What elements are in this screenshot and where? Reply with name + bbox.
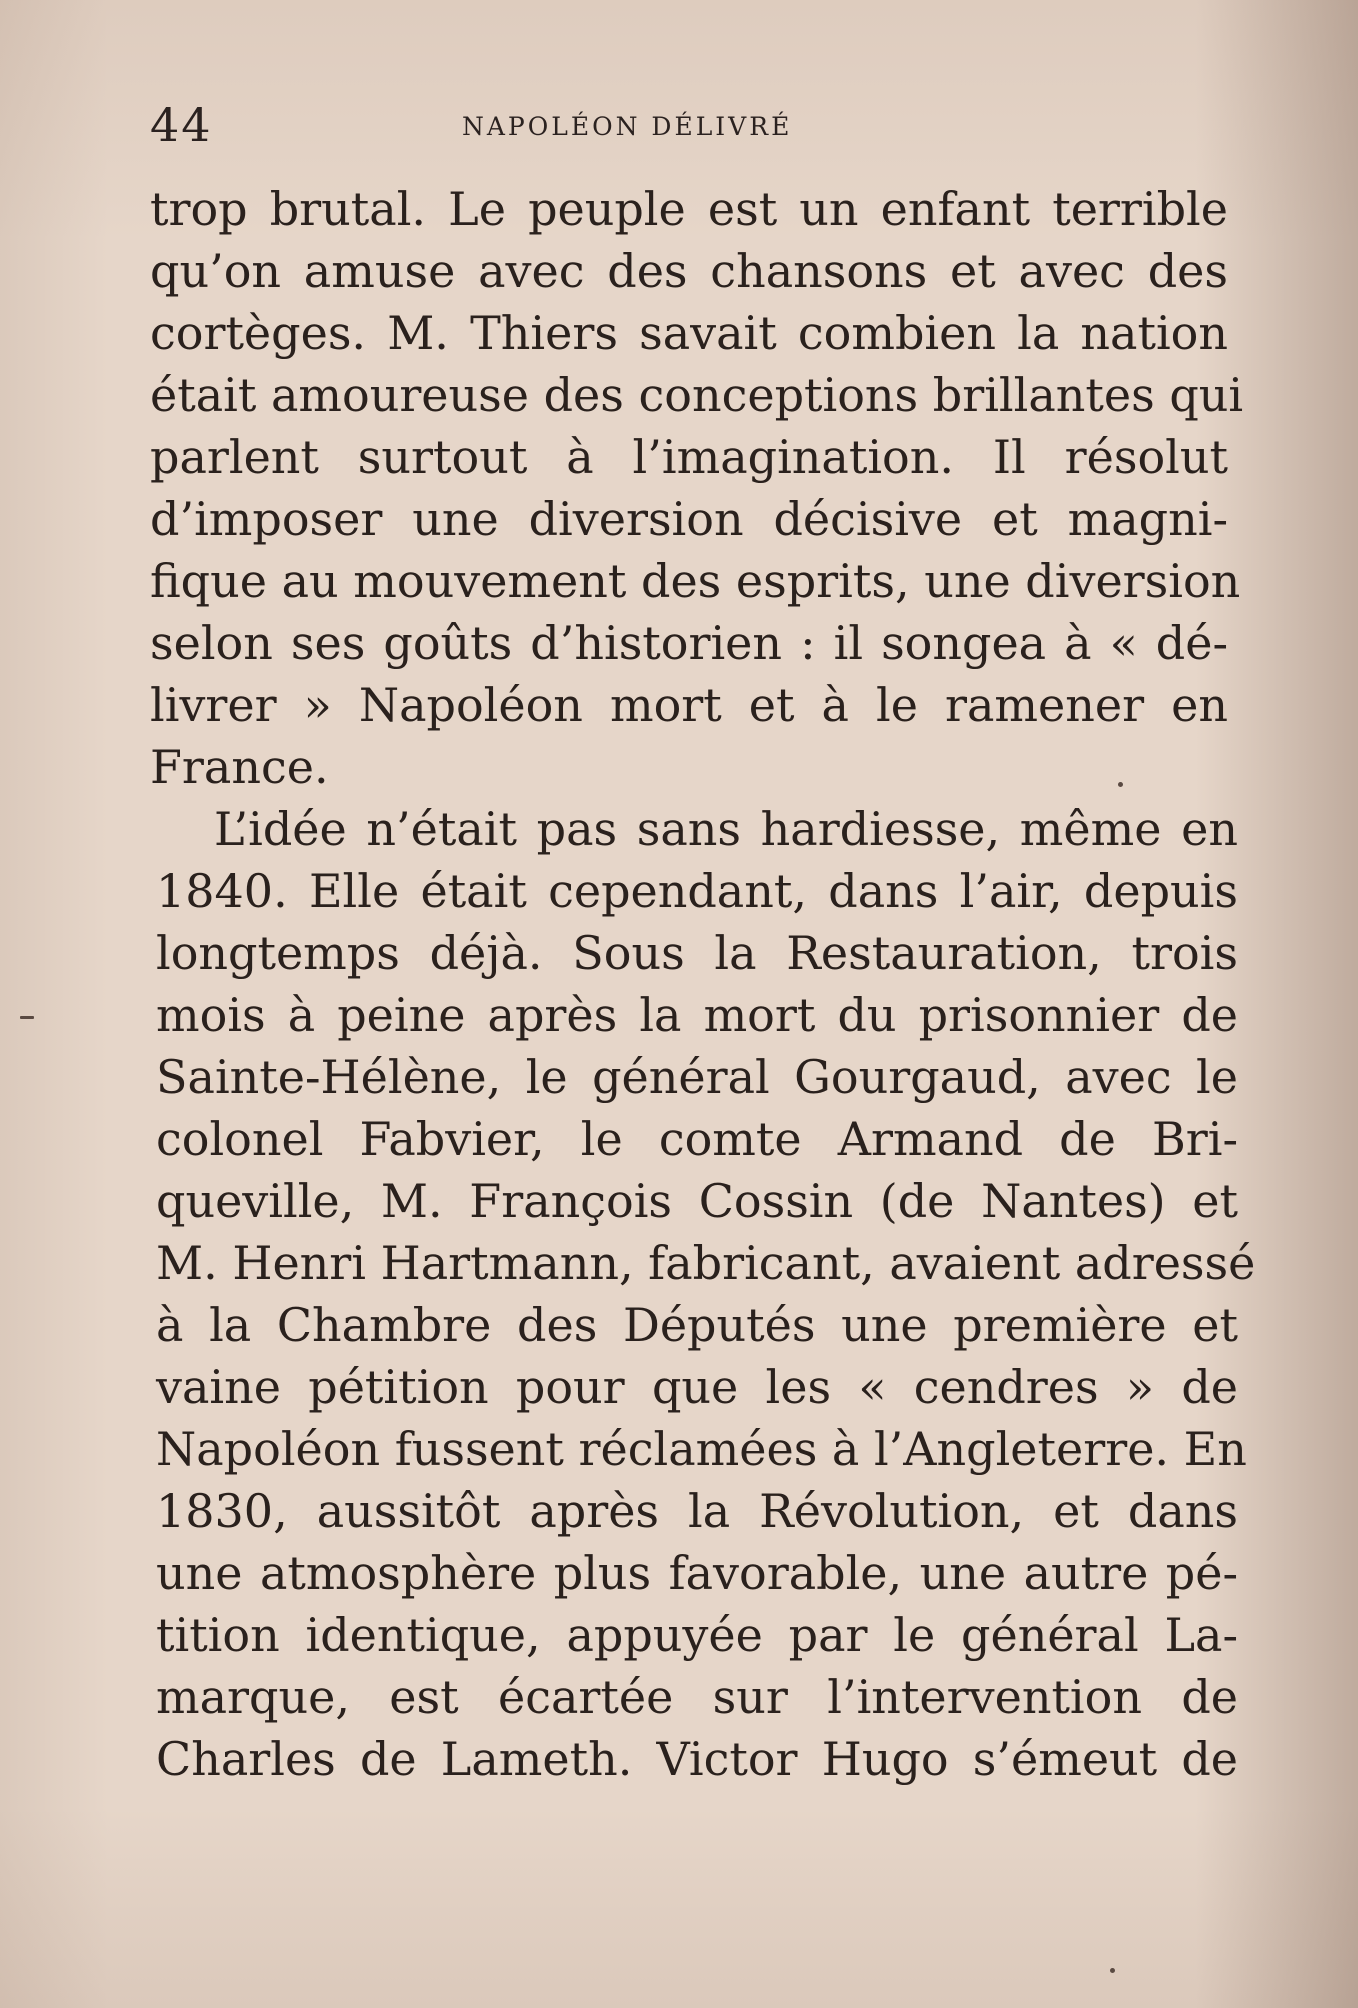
text-line: queville, M. François Cossin (de Nantes) et (156, 1174, 1238, 1228)
paragraph-2 (156, 798, 1256, 1790)
text-line: longtemps déjà. Sous la Restauration, trois (156, 926, 1238, 980)
text-line: marque, est écartée sur l’intervention de (156, 1670, 1238, 1724)
text-line: France. (150, 740, 329, 794)
text-line: mois à peine après la mort du prisonnier de (156, 988, 1238, 1042)
text-line: 1830, aussitôt après la Révolution, et dans (156, 1484, 1238, 1538)
text-line: Charles de Lameth. Victor Hugo s’émeut de (156, 1732, 1238, 1786)
running-title: NAPOLÉON DÉLIVRÉ (462, 112, 793, 141)
text-line: à la Chambre des Députés une première et (156, 1298, 1238, 1352)
text-line: était amoureuse des conceptions brillantes qui (150, 368, 1244, 422)
text-line: M. Henri Hartmann, fabricant, avaient adressé (156, 1236, 1256, 1290)
text-line: qu’on amuse avec des chansons et avec des (150, 244, 1228, 298)
text-line: d’imposer une diversion décisive et magni- (150, 492, 1228, 546)
text-line: fique au mouvement des esprits, une diversion (150, 554, 1241, 608)
text-line: Napoléon fussent réclamées à l’Angleterre. En (156, 1422, 1247, 1476)
page-header (150, 95, 1230, 155)
paper-speck (1110, 1968, 1115, 1973)
margin-mark (20, 1016, 34, 1019)
text-line: une atmosphère plus favorable, une autre pé- (156, 1546, 1238, 1600)
text-line: Sainte-Hélène, le général Gourgaud, avec le (156, 1050, 1238, 1104)
text-line: selon ses goûts d’historien : il songea à « dé- (150, 616, 1228, 670)
paragraph-1 (150, 178, 1244, 798)
body-text (150, 178, 1256, 1790)
text-line: livrer » Napoléon mort et à le ramener en (150, 678, 1228, 732)
text-line: cortèges. M. Thiers savait combien la nation (150, 306, 1228, 360)
text-line: parlent surtout à l’imagination. Il résolut (150, 430, 1228, 484)
text-line: vaine pétition pour que les « cendres » de (156, 1360, 1238, 1414)
text-line: trop brutal. Le peuple est un enfant terrible (150, 182, 1228, 236)
paper-speck (1118, 782, 1123, 787)
text-line: tition identique, appuyée par le général La- (156, 1608, 1238, 1662)
page-number: 44 (150, 98, 213, 152)
text-line: L’idée n’était pas sans hardiesse, même en (214, 802, 1238, 856)
text-line: 1840. Elle était cependant, dans l’air, depuis (156, 864, 1238, 918)
text-line: colonel Fabvier, le comte Armand de Bri- (156, 1112, 1238, 1166)
